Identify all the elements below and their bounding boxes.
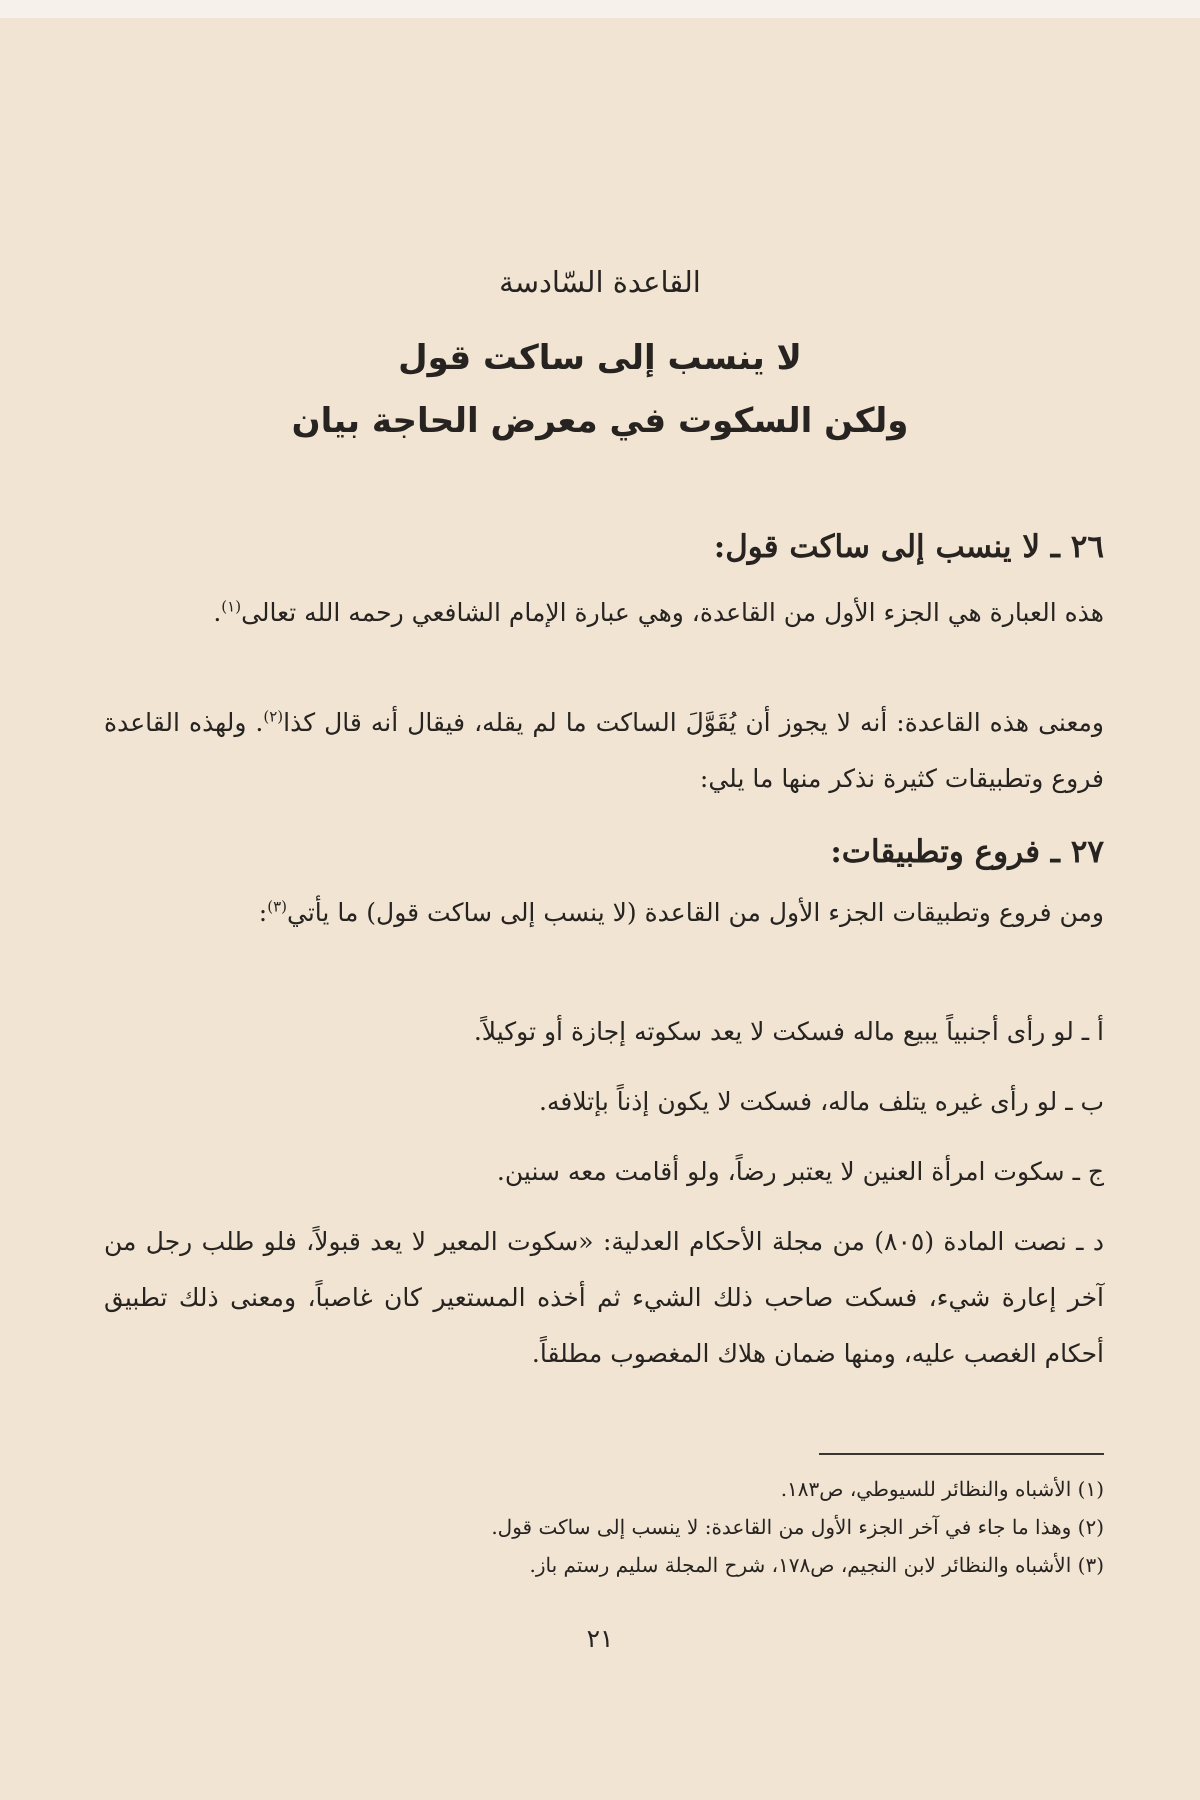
footnote-2: (٢) وهذا ما جاء في آخر الجزء الأول من القاعدة: لا ينسب إلى ساكت قول.: [491, 1515, 1104, 1539]
paragraph: [104, 695, 1104, 807]
footnote-ref-3[interactable]: (٣): [267, 897, 288, 916]
section-26-paragraph-1: [104, 585, 1104, 641]
footnote-ref-2[interactable]: (٢): [263, 707, 284, 726]
paragraph: [104, 885, 1104, 941]
section-27-paragraph: [104, 885, 1104, 941]
footnote-divider: [819, 1453, 1104, 1455]
paragraph-end: :: [258, 898, 268, 927]
section-27-heading: ٢٧ ـ فروع وتطبيقات:: [830, 834, 1104, 870]
list-item-b: ب ـ لو رأى غيره يتلف ماله، فسكت لا يكون إذناً بإتلافه.: [539, 1087, 1104, 1116]
section-26-paragraph-2: [104, 695, 1104, 807]
main-title-line-2: ولكن السكوت في معرض الحاجة بيان: [291, 401, 909, 441]
section-26-heading-block: [104, 523, 1104, 571]
list-item-c: ج ـ سكوت امرأة العنين لا يعتبر رضاً، ولو أقامت معه سنين.: [496, 1157, 1104, 1186]
footnote-1: (١) الأشباه والنظائر للسيوطي، ص١٨٣.: [780, 1477, 1104, 1501]
list-item-c-block: [104, 1144, 1104, 1200]
paragraph-text: ومن فروع وتطبيقات الجزء الأول من القاعدة (لا ينسب إلى ساكت قول) ما يأتي: [287, 898, 1104, 927]
page-top-edge: [0, 0, 1200, 18]
section-27-heading-block: [104, 828, 1104, 876]
paragraph-end: .: [213, 598, 222, 627]
footnote-ref-1[interactable]: (١): [221, 597, 242, 616]
list-item-d-block: [104, 1214, 1104, 1382]
main-title-line-1: لا ينسب إلى ساكت قول: [398, 338, 802, 378]
list-item-a-block: [104, 1004, 1104, 1060]
list-item-a: أ ـ لو رأى أجنبياً يبيع ماله فسكت لا يعد سكوته إجازة أو توكيلاً.: [473, 1017, 1104, 1046]
paragraph-text: ومعنى هذه القاعدة: أنه لا يجوز أن يُقَوَّلَ الساكت ما لم يقله، فيقال أنه قال كذا: [283, 708, 1104, 737]
list-item-d: د ـ نصت المادة (٨٠٥) من مجلة الأحكام العدلية: «سكوت المعير لا يعد قبولاً، فلو طلب رجل من آخر إعارة شيء، فسكت صاحب ذلك الشيء ثم أخذه المستعير كان غاصباً، ومعنى ذلك تطبيق أحكام الغصب عليه، ومنها ضمان هلاك المغصوب مطلقاً.: [104, 1227, 1104, 1368]
paragraph: [104, 585, 1104, 641]
section-26-heading: ٢٦ ـ لا ينسب إلى ساكت قول:: [713, 529, 1104, 565]
paragraph-end: . ولهذه القاعدة فروع وتطبيقات كثيرة نذكر منها ما يلي:: [104, 708, 1104, 793]
list-item-b-block: [104, 1074, 1104, 1130]
page-number: ٢١: [586, 1624, 614, 1653]
footnotes: [104, 1470, 1104, 1584]
rule-title: القاعدة السّادسة: [499, 265, 701, 299]
footnote-3: (٣) الأشباه والنظائر لابن النجيم، ص١٧٨، شرح المجلة سليم رستم باز.: [529, 1553, 1104, 1577]
paragraph-text: هذه العبارة هي الجزء الأول من القاعدة، وهي عبارة الإمام الشافعي رحمه الله تعالى: [241, 598, 1104, 627]
